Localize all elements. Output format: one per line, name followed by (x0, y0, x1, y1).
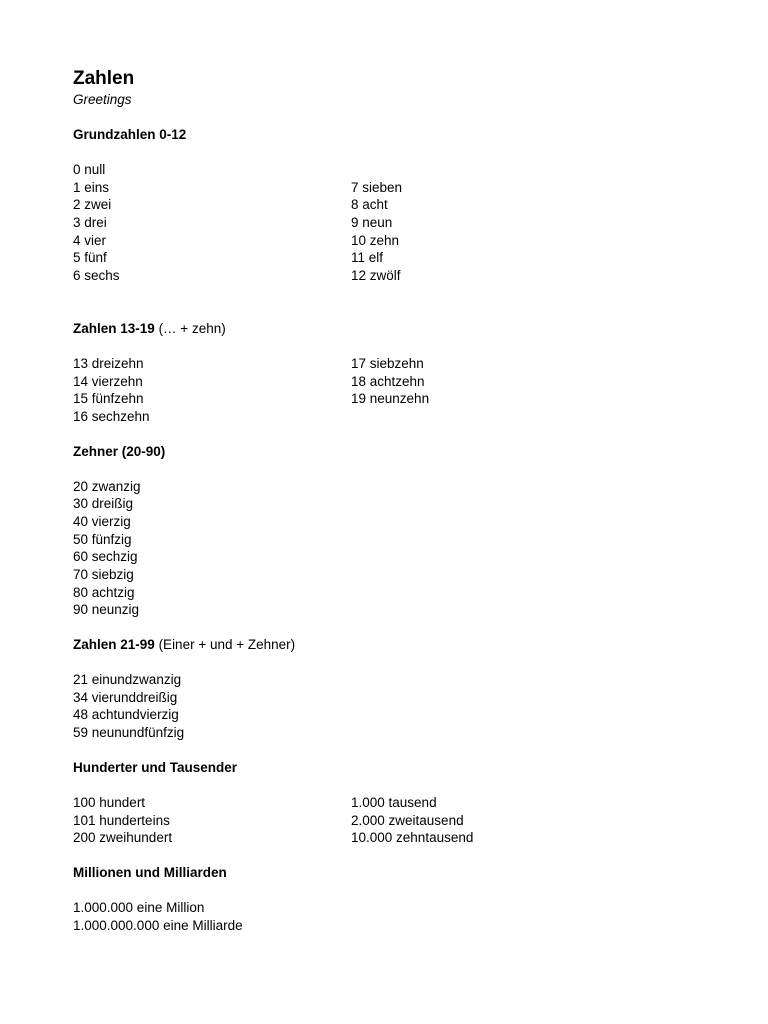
list-item: 2.000 zweitausend (351, 812, 464, 828)
number-table-teens (73, 355, 713, 426)
list-item (351, 408, 651, 426)
section-heading-label: Zahlen 21-99 (73, 637, 155, 653)
column-left (73, 794, 351, 847)
section-heading-teens (73, 320, 713, 338)
list-item: 20 zwanzig (73, 478, 141, 494)
list-item: 16 sechzehn (73, 408, 150, 424)
list-item: 30 dreißig (73, 496, 134, 512)
list-item (351, 161, 651, 179)
list-item: 0 null (73, 162, 106, 177)
list-item: 12 zwölf (351, 268, 401, 284)
column-left (73, 161, 351, 285)
list-item: 5 fünf (73, 250, 107, 266)
section-heading-compound (73, 636, 713, 654)
list-item: 10.000 zehntausend (351, 830, 474, 846)
list-item: 13 dreizehn (73, 355, 144, 371)
list-item: 60 sechzig (73, 549, 138, 565)
list-item: 70 siebzig (73, 567, 134, 582)
section-note: (Einer + und + Zehner) (158, 637, 296, 653)
list-item: 1.000.000.000 eine Milliarde (73, 917, 243, 933)
list-item: 59 neunundfünfzig (73, 725, 185, 741)
list-item: 10 zehn (351, 232, 400, 248)
list-item: 11 elf (351, 250, 384, 266)
list-item: 2 zwei (73, 197, 112, 213)
list-item: 50 fünfzig (73, 531, 132, 547)
list-item: 200 zweihundert (73, 830, 173, 846)
section-heading-millionen: Millionen und Milliarden (73, 864, 227, 880)
list-item: 1.000 tausend (351, 794, 437, 810)
list-item: 80 achtzig (73, 584, 135, 600)
section-heading-zehner: Zehner (20-90) (73, 443, 166, 459)
list-item: 1 eins (73, 179, 110, 195)
section-heading-grundzahlen: Grundzahlen 0-12 (73, 127, 187, 142)
list-item: 7 sieben (351, 179, 403, 195)
page-title: Zahlen (73, 68, 135, 89)
list-item: 18 achtzehn (351, 373, 425, 389)
number-table-grundzahlen (73, 161, 713, 285)
list-item: 8 acht (351, 197, 388, 213)
number-list-zehner (73, 478, 713, 620)
section-heading-hunderter: Hunderter und Tausender (73, 759, 238, 775)
list-item: 21 einundzwanzig (73, 672, 182, 688)
document-page (73, 67, 713, 934)
column-right (351, 161, 651, 285)
list-item: 4 vier (73, 232, 107, 248)
list-item: 19 neunzehn (351, 391, 430, 407)
list-item: 14 vierzehn (73, 373, 143, 389)
number-list-millionen (73, 899, 713, 934)
list-item: 40 vierzig (73, 513, 131, 529)
column-left (73, 355, 351, 426)
list-item: 6 sechs (73, 268, 120, 284)
list-item: 17 siebzehn (351, 355, 424, 371)
list-item: 1.000.000 eine Million (73, 899, 205, 915)
list-item: 9 neun (351, 215, 393, 231)
list-item: 100 hundert (73, 794, 146, 810)
list-item: 90 neunzig (73, 602, 140, 618)
section-note: (… + zehn) (158, 320, 226, 336)
number-table-hunderter (73, 794, 713, 847)
list-item: 3 drei (73, 215, 107, 231)
list-item: 48 achtundvierzig (73, 707, 179, 723)
list-item: 101 hunderteins (73, 812, 170, 828)
number-list-compound (73, 671, 713, 742)
section-heading-label: Zahlen 13-19 (73, 320, 155, 336)
column-right (351, 794, 651, 847)
page-subtitle: Greetings (73, 92, 132, 107)
column-right (351, 355, 651, 426)
list-item: 34 vierunddreißig (73, 689, 178, 705)
list-item: 15 fünfzehn (73, 391, 144, 407)
